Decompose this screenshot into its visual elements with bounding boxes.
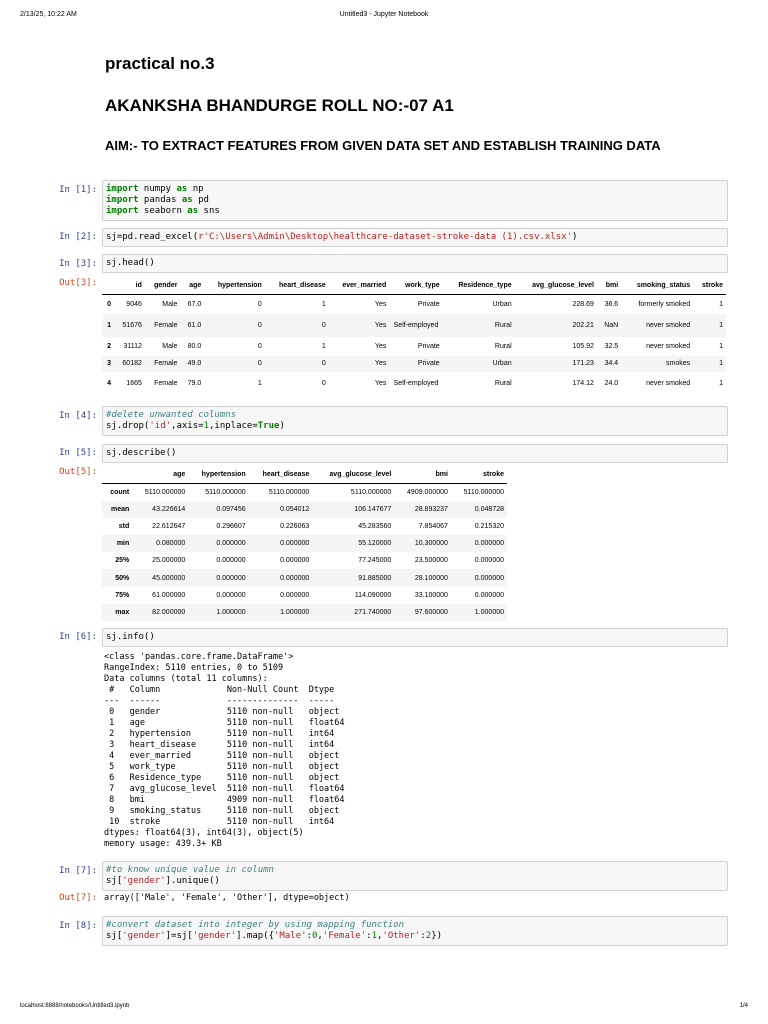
- table-cell: 114.090000: [354, 591, 392, 599]
- table-cell: 0.000000: [474, 591, 504, 599]
- table-cell: 5110.000000: [144, 488, 186, 496]
- code-token: :: [420, 931, 426, 941]
- row-index: 75%: [115, 591, 130, 599]
- table-cell: 0.000000: [280, 540, 310, 548]
- column-header: smoking_status: [621, 276, 693, 295]
- output-line: RangeIndex: 5110 entries, 0 to 5109: [104, 663, 284, 673]
- table-row: [102, 535, 507, 552]
- code-token: as: [181, 195, 193, 205]
- table-cell: Rural: [494, 321, 512, 329]
- table-cell: 0.000000: [474, 574, 504, 582]
- table-cell: Private: [417, 360, 440, 367]
- table-cell: 28.100000: [414, 574, 448, 582]
- table-cell: 33.100000: [414, 591, 448, 599]
- table-cell: 0: [257, 300, 262, 308]
- column-header: work_type: [389, 276, 442, 295]
- output-line: 6 Residence_type 5110 non-null object: [104, 773, 345, 783]
- code-string: 'id': [149, 421, 172, 431]
- table-cell: Female: [154, 379, 178, 387]
- code-token: sns: [198, 206, 220, 216]
- code-cell-4[interactable]: [102, 406, 728, 436]
- table-cell: 61.0: [187, 321, 202, 329]
- code-token: ,axis=: [171, 421, 204, 431]
- table-cell: 55.120000: [358, 540, 392, 548]
- table-cell: 45.283560: [358, 522, 392, 530]
- table-row: [102, 569, 507, 586]
- code-cell-8[interactable]: [102, 916, 728, 946]
- row-index: mean: [110, 505, 130, 513]
- column-header: [102, 465, 132, 484]
- code-token: as: [176, 184, 188, 194]
- table-cell: 5110.000000: [350, 488, 392, 496]
- table-row: [102, 295, 726, 314]
- column-header: hypertension: [188, 465, 248, 484]
- table-cell: 202.21: [572, 321, 594, 329]
- code-string: 'Male': [274, 931, 307, 941]
- table-row: [102, 518, 507, 535]
- code-token: ,: [377, 931, 383, 941]
- code-token: seaborn: [138, 206, 188, 216]
- table-cell: 0.097456: [216, 505, 246, 513]
- code-token: sj=pd.read_excel(: [106, 232, 199, 242]
- table-cell: 1: [719, 360, 723, 367]
- table-cell: 43.226614: [152, 505, 186, 513]
- row-index: count: [110, 488, 130, 496]
- describe-dataframe: [102, 465, 507, 621]
- code-token: :: [366, 931, 372, 941]
- table-cell: Female: [154, 360, 178, 367]
- table-cell: 24.0: [604, 379, 619, 387]
- table-cell: 67.0: [187, 300, 202, 308]
- table-cell: 9046: [126, 300, 142, 308]
- print-datetime: 2/13/25, 10:22 AM: [20, 11, 77, 18]
- table-cell: 0.000000: [216, 591, 246, 599]
- print-page-title: Untitled3 - Jupyter Notebook: [339, 11, 429, 18]
- code-string: 'gender': [122, 931, 166, 941]
- input-prompt: In [7]:: [59, 866, 97, 876]
- table-cell: 0.054012: [280, 505, 310, 513]
- code-token: as: [187, 206, 199, 216]
- markdown-practical-title: practical no.3: [105, 54, 215, 73]
- table-cell: 45.000000: [152, 574, 186, 582]
- print-page-number: 1/4: [739, 1003, 748, 1009]
- table-cell: Yes: [374, 321, 387, 329]
- table-cell: Private: [417, 300, 440, 308]
- output-line: dtypes: float64(3), int64(3), object(5): [104, 828, 304, 838]
- output-line: 5 work_type 5110 non-null object: [104, 762, 345, 772]
- table-row: [102, 484, 507, 501]
- table-cell: Self-employed: [393, 321, 439, 329]
- print-footer: [20, 1003, 748, 1015]
- column-header: ever_married: [329, 276, 390, 295]
- code-cell-1[interactable]: [102, 180, 728, 221]
- table-cell: 0: [257, 342, 262, 350]
- info-output: [104, 652, 345, 850]
- table-cell: 0.226063: [280, 522, 310, 530]
- table-cell: Yes: [374, 360, 387, 367]
- table-cell: 60182: [122, 360, 142, 367]
- table-cell: Yes: [374, 379, 387, 387]
- table-cell: 0.000000: [216, 540, 246, 548]
- row-index: 4: [107, 379, 111, 387]
- output-line: 7 avg_glucose_level 5110 non-null float64: [104, 784, 345, 794]
- code-line: sj.head(): [106, 258, 155, 268]
- code-number: 1: [371, 931, 377, 941]
- markdown-aim: AIM:- TO EXTRACT FEATURES FROM GIVEN DATA SET AND ESTABLISH TRAINING DATA: [105, 138, 661, 153]
- input-prompt: In [6]:: [59, 632, 97, 642]
- column-header: stroke: [693, 276, 726, 295]
- output-line: 4 ever_married 5110 non-null object: [104, 751, 345, 761]
- code-token: import: [106, 184, 139, 194]
- table-cell: 1: [719, 321, 723, 329]
- table-cell: 0.000000: [474, 557, 504, 565]
- table-cell: 32.5: [604, 342, 619, 350]
- table-cell: formerly smoked: [638, 300, 691, 308]
- table-cell: 105.92: [572, 342, 594, 350]
- table-cell: 1.000000: [280, 608, 310, 616]
- table-cell: 23.500000: [414, 557, 448, 565]
- output-line: 0 gender 5110 non-null object: [104, 707, 345, 717]
- code-token: ): [572, 232, 578, 242]
- input-prompt: In [1]:: [59, 185, 97, 195]
- table-row: [102, 314, 726, 337]
- table-cell: Rural: [494, 379, 512, 387]
- column-header: bmi: [597, 276, 621, 295]
- table-cell: 4909.000000: [407, 488, 448, 496]
- column-header: heart_disease: [265, 276, 329, 295]
- table-cell: 0.000000: [280, 591, 310, 599]
- code-string: 'Female': [322, 931, 367, 941]
- table-cell: 0: [321, 360, 326, 367]
- table-cell: 174.12: [572, 379, 594, 387]
- code-token: import: [106, 206, 139, 216]
- code-token: }): [431, 931, 443, 941]
- code-token: ]=sj[: [165, 931, 193, 941]
- table-cell: 7.854067: [418, 522, 448, 530]
- table-cell: 1: [321, 300, 326, 308]
- column-header: hypertension: [204, 276, 265, 295]
- output-line: 9 smoking_status 5110 non-null object: [104, 806, 345, 816]
- row-index: min: [116, 540, 130, 548]
- input-prompt: In [3]:: [59, 259, 97, 269]
- code-cell-5[interactable]: [102, 444, 728, 463]
- code-token: np: [187, 184, 204, 194]
- row-index: 3: [107, 360, 111, 367]
- table-cell: 51676: [122, 321, 142, 329]
- table-cell: 82.000000: [152, 608, 186, 616]
- table-cell: 80.0: [187, 342, 202, 350]
- code-token: sj[: [106, 876, 123, 886]
- table-cell: 5110.000000: [268, 488, 310, 496]
- table-cell: 10.300000: [414, 540, 448, 548]
- code-token: import: [106, 195, 139, 205]
- code-cell-2[interactable]: [102, 228, 728, 247]
- table-cell: 0.215320: [474, 522, 504, 530]
- table-cell: 1: [719, 300, 723, 308]
- output-line: # Column Non-Null Count Dtype: [104, 685, 345, 695]
- output-line: 8 bmi 4909 non-null float64: [104, 795, 345, 805]
- code-token: ].map({: [236, 931, 275, 941]
- table-cell: 1: [719, 342, 723, 350]
- table-cell: 79.0: [187, 379, 202, 387]
- table-cell: 91.885000: [358, 574, 392, 582]
- unique-output: array(['Male', 'Female', 'Other'], dtype=object): [104, 893, 350, 903]
- column-header: heart_disease: [249, 465, 313, 484]
- row-index: 50%: [115, 574, 130, 582]
- markdown-student-name: AKANKSHA BHANDURGE ROLL NO:-07 A1: [105, 96, 454, 115]
- row-index: max: [115, 608, 130, 616]
- table-row: [102, 372, 726, 395]
- table-cell: 0: [321, 321, 326, 329]
- code-token: sj[: [106, 931, 123, 941]
- table-cell: 1665: [126, 379, 142, 387]
- table-cell: 77.245000: [358, 557, 392, 565]
- code-string: r'C:\Users\Admin\Desktop\healthcare-dataset-stroke-data (1).csv.xlsx': [198, 232, 572, 242]
- row-index: 2: [107, 342, 111, 350]
- column-header: Residence_type: [443, 276, 515, 295]
- table-cell: Self-employed: [393, 379, 439, 387]
- table-row: [102, 604, 507, 621]
- table-cell: 1: [257, 379, 262, 387]
- table-cell: never smoked: [646, 321, 691, 329]
- code-token: ): [279, 421, 285, 431]
- table-cell: never smoked: [646, 379, 691, 387]
- code-number: 2: [425, 931, 432, 941]
- table-cell: 228.69: [572, 300, 594, 308]
- code-token: pd: [192, 195, 209, 205]
- code-line: sj.info(): [106, 632, 155, 642]
- table-cell: 0.000000: [216, 574, 246, 582]
- table-cell: Private: [417, 342, 440, 350]
- table-cell: 0: [257, 321, 262, 329]
- code-string: 'gender': [192, 931, 237, 941]
- print-header: [20, 11, 748, 23]
- table-cell: 0: [321, 379, 326, 387]
- row-index: 25%: [115, 557, 130, 565]
- table-cell: 28.893237: [414, 505, 448, 513]
- code-token: sj.drop(: [106, 421, 150, 431]
- output-line: 3 heart_disease 5110 non-null int64: [104, 740, 345, 750]
- input-prompt: In [2]:: [59, 232, 97, 242]
- table-cell: 0.080000: [156, 540, 186, 548]
- output-line: memory usage: 439.3+ KB: [104, 839, 222, 849]
- table-cell: 36.6: [604, 300, 619, 308]
- table-cell: Yes: [374, 300, 387, 308]
- code-token: ,inplace=: [208, 421, 258, 431]
- output-line: 2 hypertension 5110 non-null int64: [104, 729, 345, 739]
- code-comment: #to know unique value in column: [106, 865, 274, 875]
- table-cell: 1.000000: [474, 608, 504, 616]
- table-cell: 1: [321, 342, 326, 350]
- table-cell: 97.600000: [414, 608, 448, 616]
- code-string: 'gender': [122, 876, 166, 886]
- table-cell: Rural: [494, 342, 512, 350]
- table-cell: 0.000000: [280, 557, 310, 565]
- row-index: std: [118, 522, 130, 530]
- table-cell: Female: [154, 321, 178, 329]
- table-cell: 25.000000: [152, 557, 186, 565]
- table-row: [102, 337, 726, 356]
- code-cell-6[interactable]: [102, 628, 728, 647]
- column-header: [102, 276, 114, 295]
- column-header: gender: [145, 276, 181, 295]
- table-cell: 0.000000: [474, 540, 504, 548]
- table-row: [102, 587, 507, 604]
- table-cell: Yes: [374, 342, 387, 350]
- table-cell: 5110.000000: [205, 488, 246, 496]
- table-cell: 49.0: [187, 360, 202, 367]
- table-cell: 22.612647: [152, 522, 186, 530]
- table-cell: Male: [162, 342, 178, 350]
- column-header: bmi: [394, 465, 451, 484]
- code-token: ,: [317, 931, 323, 941]
- print-url: localhost:8888/notebooks/Untitled3.ipynb: [20, 1003, 130, 1009]
- code-keyword: True: [257, 421, 280, 431]
- table-cell: 106.147677: [354, 505, 392, 513]
- code-comment: #delete unwanted columns: [106, 410, 237, 420]
- table-row: [102, 552, 507, 569]
- code-line: sj.describe(): [106, 448, 177, 458]
- column-header: age: [180, 276, 204, 295]
- output-prompt: Out[5]:: [59, 467, 97, 477]
- table-cell: NaN: [604, 321, 619, 329]
- code-cell-3[interactable]: [102, 254, 728, 273]
- table-cell: never smoked: [646, 342, 691, 350]
- output-line: 1 age 5110 non-null float64: [104, 718, 345, 728]
- table-cell: 271.740000: [354, 608, 392, 616]
- output-prompt: Out[3]:: [59, 278, 97, 288]
- head-dataframe: [102, 276, 726, 395]
- code-comment: #convert dataset into integer by using mapping function: [106, 920, 405, 930]
- table-row: [102, 501, 507, 518]
- code-cell-7[interactable]: [102, 861, 728, 891]
- output-line: Data columns (total 11 columns):: [104, 674, 268, 684]
- code-number: 0: [311, 931, 318, 941]
- table-row: [102, 356, 726, 372]
- column-header: stroke: [451, 465, 507, 484]
- code-token: :: [306, 931, 312, 941]
- table-cell: 5110.000000: [463, 488, 504, 496]
- input-prompt: In [8]:: [59, 921, 97, 931]
- row-index: 1: [107, 321, 111, 329]
- column-header: age: [132, 465, 188, 484]
- output-prompt: Out[7]:: [59, 893, 97, 903]
- column-header: avg_glucose_level: [515, 276, 597, 295]
- table-cell: 61.000000: [152, 591, 186, 599]
- table-cell: 0.000000: [280, 574, 310, 582]
- output-line: <class 'pandas.core.frame.DataFrame'>: [104, 652, 294, 662]
- table-cell: Urban: [492, 360, 512, 367]
- table-cell: 31112: [123, 342, 142, 350]
- table-cell: Urban: [492, 300, 512, 308]
- table-cell: 1.000000: [216, 608, 246, 616]
- column-header: id: [114, 276, 145, 295]
- input-prompt: In [4]:: [59, 411, 97, 421]
- code-token: ].unique(): [165, 876, 220, 886]
- table-cell: smokes: [665, 360, 691, 367]
- output-line: --- ------ -------------- -----: [104, 696, 345, 706]
- table-cell: 0.000000: [216, 557, 246, 565]
- table-cell: 0.296607: [216, 522, 246, 530]
- column-header: avg_glucose_level: [312, 465, 394, 484]
- code-token: numpy: [138, 184, 177, 194]
- input-prompt: In [5]:: [59, 448, 97, 458]
- code-number: 1: [203, 421, 209, 431]
- table-cell: 34.4: [604, 360, 619, 367]
- table-cell: 1: [719, 379, 723, 387]
- code-string: 'Other': [382, 931, 421, 941]
- code-token: pandas: [138, 195, 182, 205]
- table-cell: 0.048728: [474, 505, 504, 513]
- output-line: 10 stroke 5110 non-null int64: [104, 817, 345, 827]
- table-cell: Male: [162, 300, 178, 308]
- table-cell: 171.23: [572, 360, 594, 367]
- row-index: 0: [107, 300, 111, 308]
- table-cell: 0: [257, 360, 262, 367]
